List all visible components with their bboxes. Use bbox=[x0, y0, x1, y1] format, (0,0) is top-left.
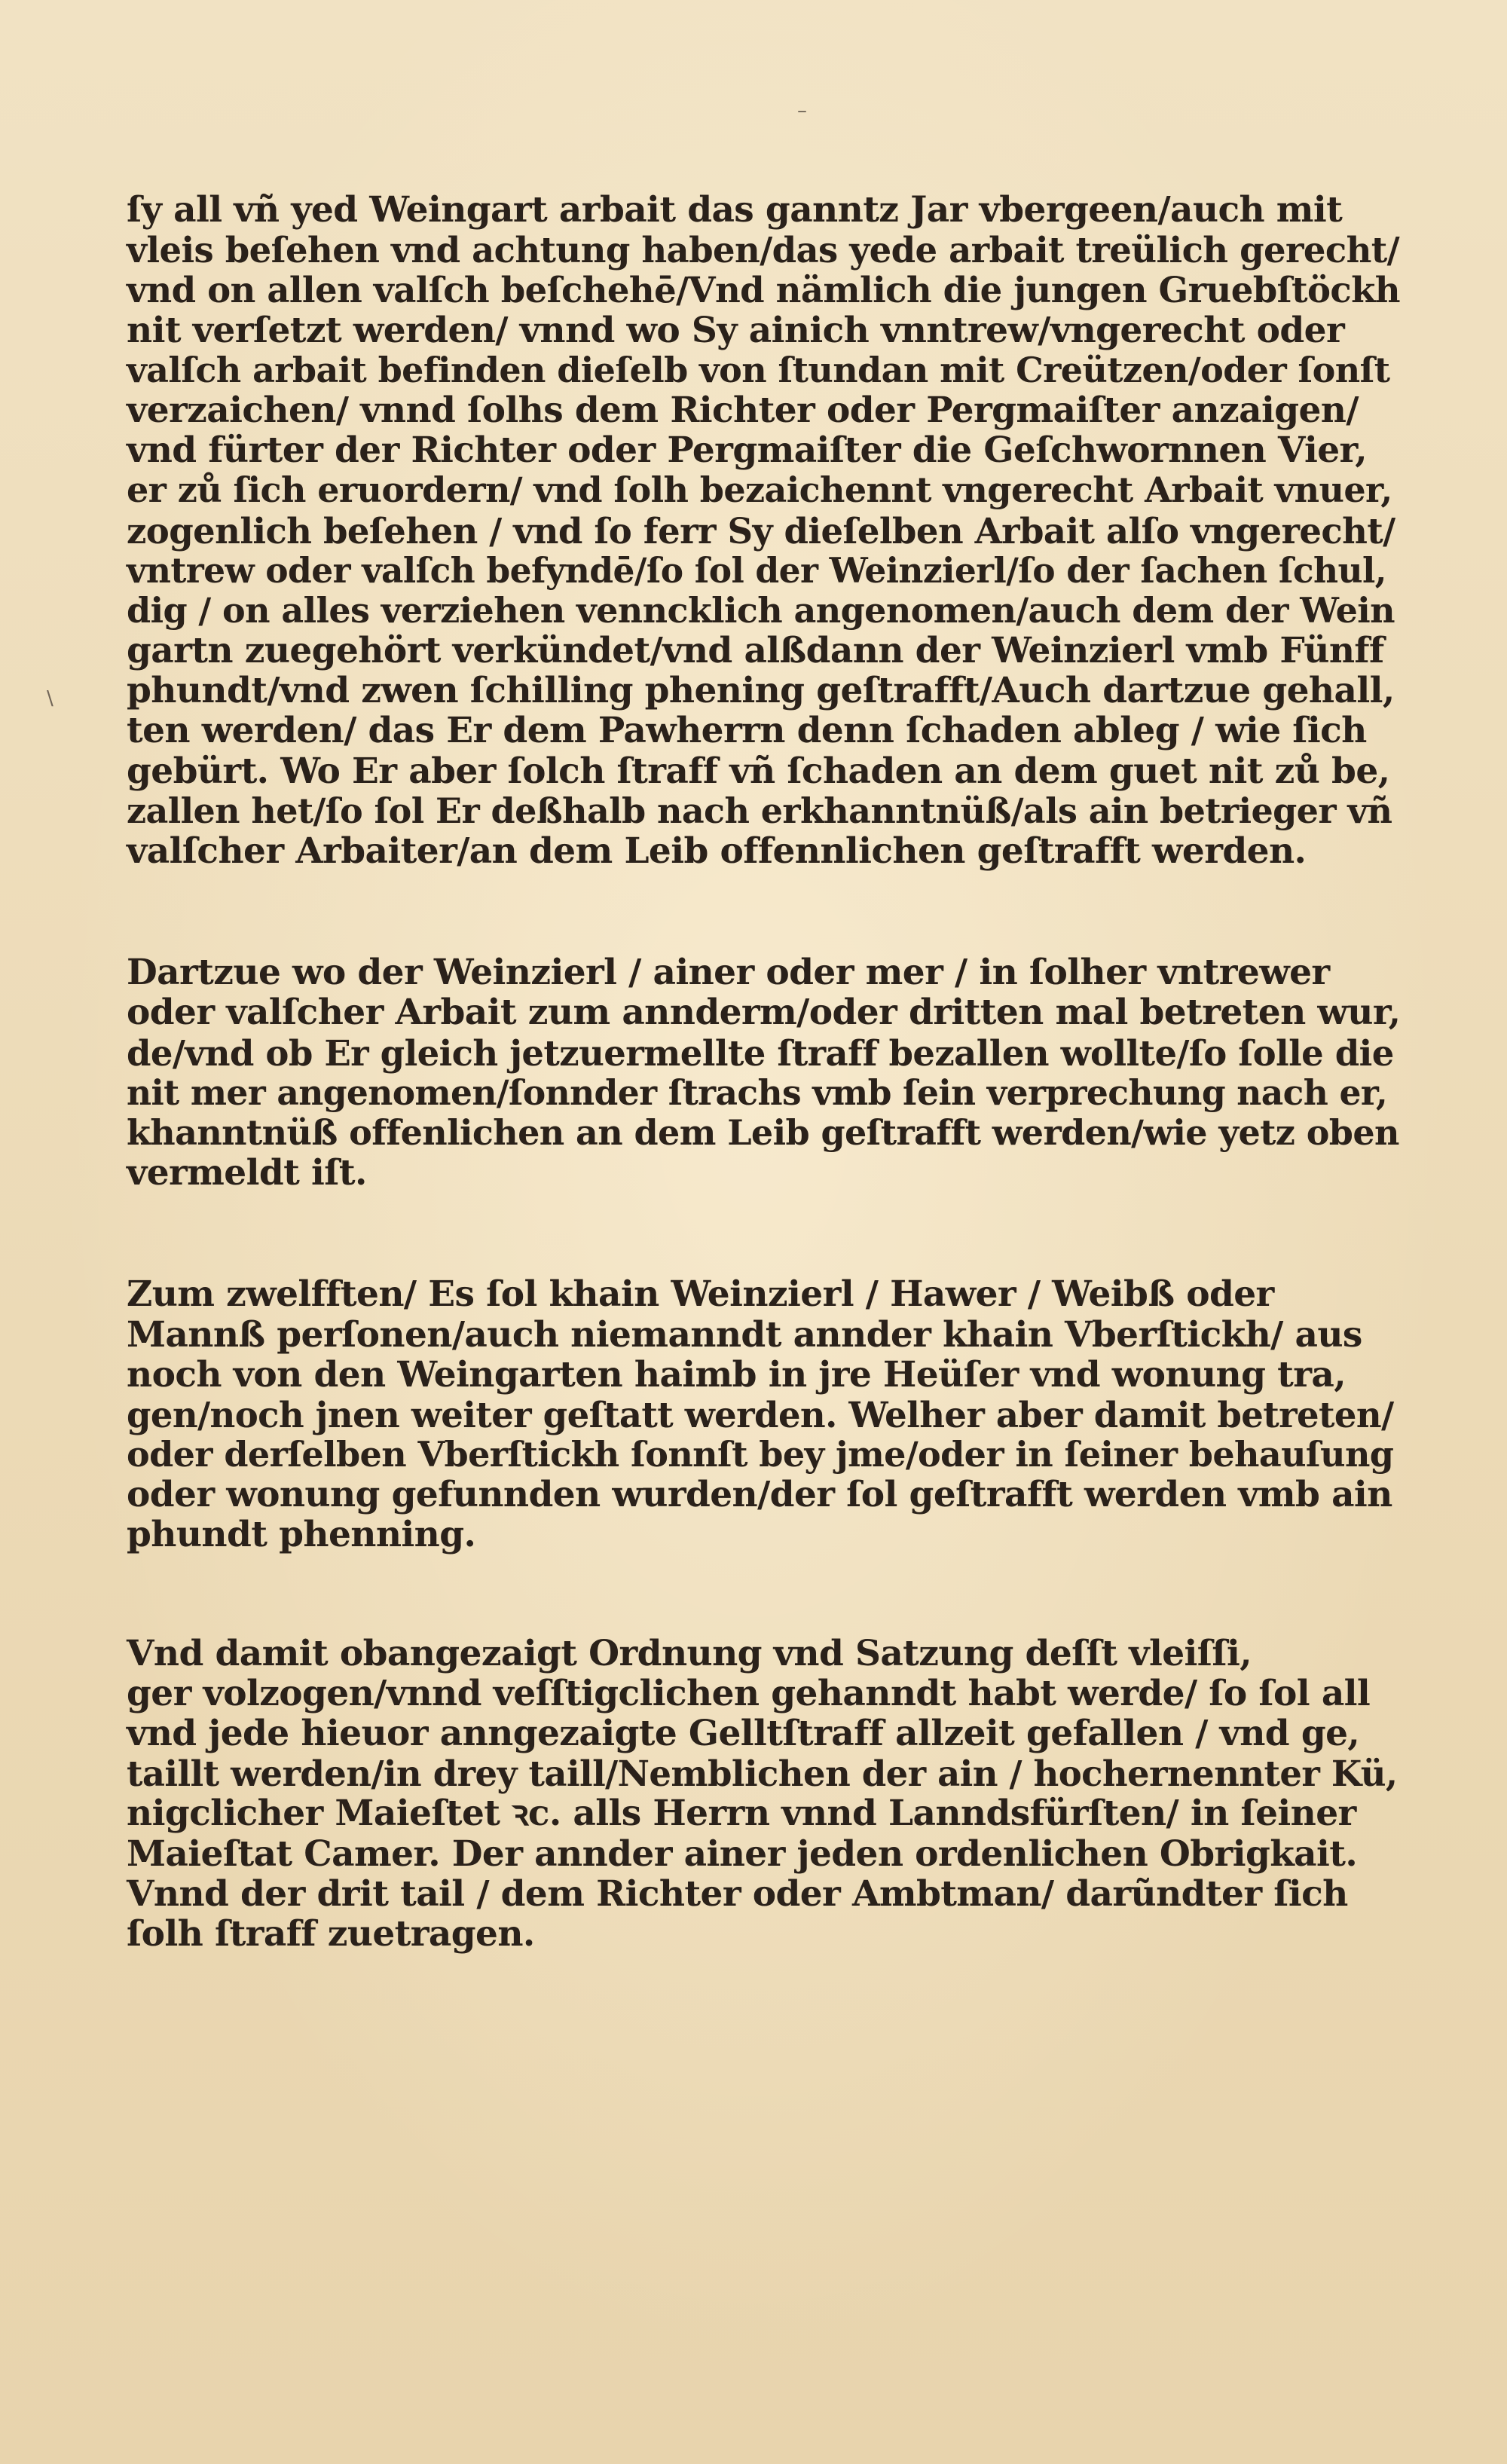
text-line: zogenlich beſehen / vnd ſo ferr Sy dieſelben Arbait alſo vngerecht/ bbox=[127, 509, 1395, 552]
paragraph bbox=[127, 190, 1400, 871]
text-line: Vnd damit obangezaigt Ordnung vnd Satzung deſſt vleiſſi, bbox=[127, 1632, 1252, 1674]
paragraph bbox=[127, 1634, 1400, 1955]
document-body bbox=[127, 190, 1400, 1954]
paragraph bbox=[127, 1274, 1400, 1555]
text-line: khanntnüß offenlichen an dem Leib geſtrafft werden/wie yetz oben bbox=[127, 1111, 1399, 1153]
text-line: Mannß perſonen/auch niemanndt annder khain Vberſtickh/ aus bbox=[127, 1313, 1362, 1356]
text-line: gen/noch jnen weiter geſtatt werden. Welher aber damit betreten/ bbox=[127, 1393, 1394, 1435]
text-line: ſy all vñ yed Weingart arbait das ganntz Jar vbergeen/auch mit bbox=[127, 189, 1343, 231]
text-line: oder derſelben Vberſtickh ſonnſt bey jme/oder in ſeiner behauſung bbox=[127, 1434, 1394, 1475]
text-line: oder valſcher Arbait zum annderm/oder dritten mal betreten wur, bbox=[127, 992, 1401, 1034]
paragraph-gap bbox=[127, 1193, 1400, 1274]
text-line: dig / on alles verziehen venncklich angenomen/auch dem der Wein bbox=[127, 589, 1395, 631]
text-line: phundt phenning. bbox=[127, 1514, 476, 1556]
text-line: Maieſtat Camer. Der annder ainer jeden ordenlichen Obrigkait. bbox=[127, 1833, 1358, 1875]
text-line: phundt/vnd zwen ſchilling phening geſtrafft/Auch dartzue gehall, bbox=[127, 670, 1395, 712]
text-line: noch von den Weingarten haimb in jre Heüſer vnd wonung tra, bbox=[127, 1353, 1346, 1396]
text-line: oder wonung gefunnden wurden/der ſol geſtrafft werden vmb ain bbox=[127, 1474, 1392, 1516]
paragraph bbox=[127, 952, 1400, 1193]
text-line: ten werden/ das Er dem Pawherrn denn ſchaden ableg / wie ſich bbox=[127, 710, 1367, 752]
text-line: ger volzogen/vnnd veſſtigclichen gehanndt habt werde/ ſo ſol all bbox=[127, 1672, 1371, 1714]
text-line: ſolh ſtraff zuetragen. bbox=[127, 1912, 535, 1955]
text-line: nigclicher Maieſtet ꝛc. alls Herrn vnnd Lanndsfürſten/ in ſeiner bbox=[127, 1793, 1356, 1835]
paragraph-gap bbox=[127, 1555, 1400, 1634]
ink-speck: \ bbox=[47, 687, 53, 710]
text-line: vnd fürter der Richter oder Pergmaiſter die Geſchwornnen Vier, bbox=[127, 430, 1368, 472]
text-line: vleis beſehen vnd achtung haben/das yede arbait treülich gerecht/ bbox=[127, 229, 1400, 271]
text-line: vnd on allen valſch beſchehē/Vnd nämlich die jungen Gruebſtöckh bbox=[127, 269, 1400, 311]
text-line: vermeldt iſt. bbox=[127, 1152, 367, 1194]
text-line: nit verſetzt werden/ vnnd wo Sy ainich vnntrew/vngerecht oder bbox=[127, 309, 1345, 351]
text-line: taillt werden/in drey taill/Nemblichen der ain / hochernennter Kü, bbox=[127, 1753, 1398, 1795]
text-line: Dartzue wo der Weinzierl / ainer oder mer / in ſolher vntrewer bbox=[127, 952, 1330, 994]
text-line: nit mer angenomen/ſonnder ſtrachs vmb ſein verprechung nach er, bbox=[127, 1072, 1388, 1113]
paragraph-gap bbox=[127, 871, 1400, 952]
text-line: de/vnd ob Er gleich jetzuermellte ſtraff bezallen wollte/ſo ſolle die bbox=[127, 1032, 1394, 1074]
text-line: Zum zwelfften/ Es ſol khain Weinzierl / Hawer / Weibß oder bbox=[127, 1273, 1274, 1316]
text-line: er zů ſich eruordern/ vnd ſolh bezaichennt vngerecht Arbait vnuer, bbox=[127, 469, 1392, 511]
text-line: verzaichen/ vnnd ſolhs dem Richter oder Pergmaiſter anzaigen/ bbox=[127, 389, 1359, 431]
text-line: Vnnd der drit tail / dem Richter oder Ambtman/ darũndter ſich bbox=[127, 1872, 1348, 1915]
text-line: valſcher Arbaiter/an dem Leib offennlichen geſtrafft werden. bbox=[127, 830, 1307, 872]
text-line: gartn zuegehört verkündet/vnd alßdann der Weinzierl vmb Fünff bbox=[127, 630, 1384, 672]
text-line: vnd jede hieuor anngezaigte Gelltſtraff allzeit gefallen / vnd ge, bbox=[127, 1713, 1360, 1754]
ink-speck: – bbox=[797, 99, 807, 122]
text-line: valſch arbait befinden dieſelb von ſtundan mit Creützen/oder ſonſt bbox=[127, 349, 1390, 390]
text-line: zallen het/ſo ſol Er deßhalb nach erkhanntnüß/als ain betrieger vñ bbox=[127, 790, 1392, 831]
text-line: vntrew oder valſch befyndē/ſo ſol der Weinzierl/ſo der ſachen ſchul, bbox=[127, 549, 1386, 591]
text-line: gebürt. Wo Er aber ſolch ſtraff vñ ſchaden an dem guet nit zů be, bbox=[127, 750, 1390, 792]
